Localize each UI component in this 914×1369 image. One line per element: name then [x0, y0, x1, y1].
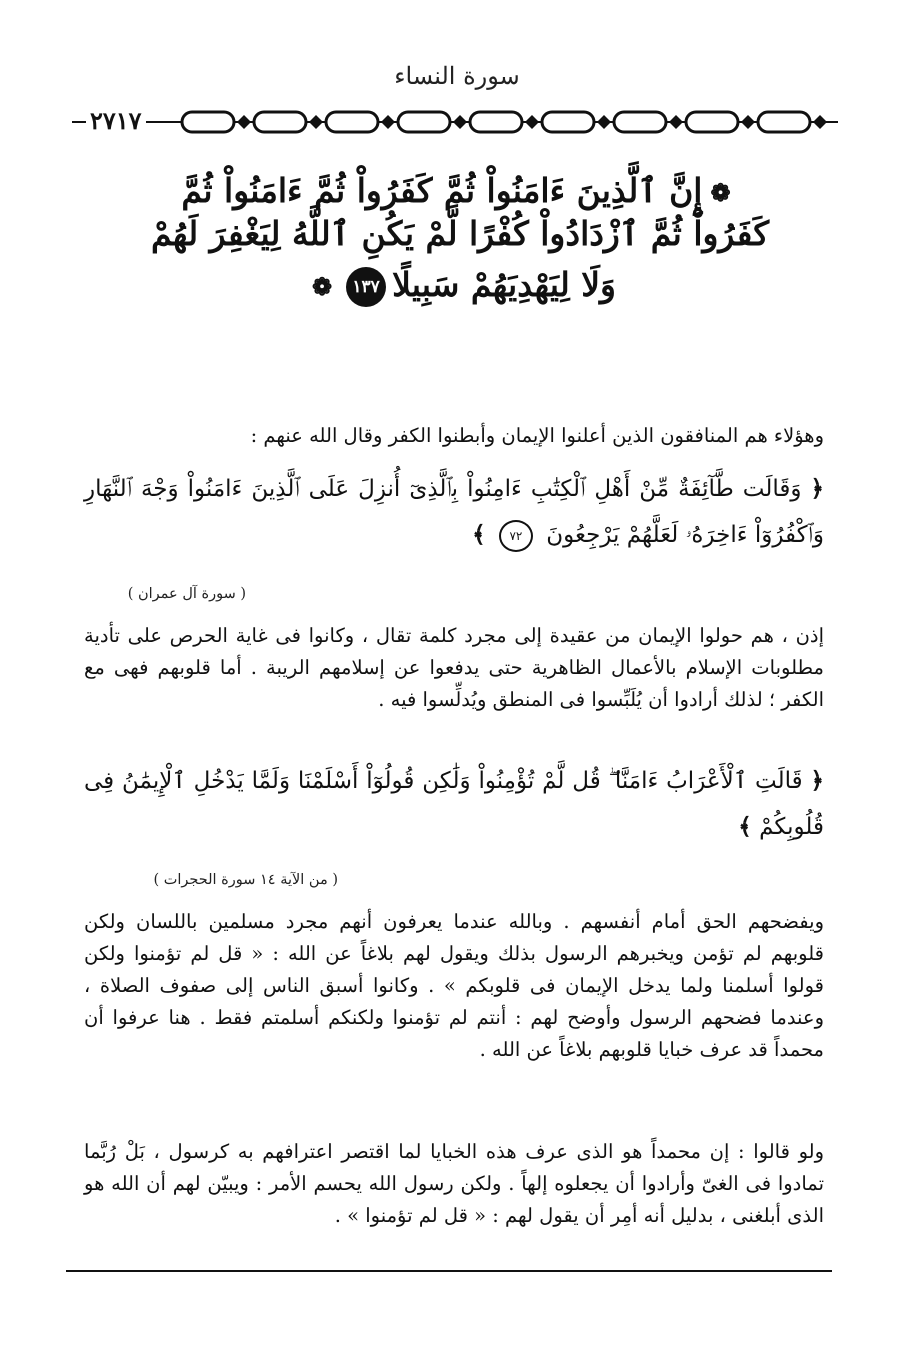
quote-1-verse-number: ٧٢ [499, 520, 533, 552]
verse-line-3 [60, 264, 860, 307]
verse-line-1-text: إِنَّ ٱلَّذِينَ ءَامَنُواْ ثُمَّ كَفَرُواْ ثُمَّ ءَامَنُواْ ثُمَّ [181, 171, 703, 210]
verse-line-3-text: وَلَا لِيَهْدِيَهُمْ سَبِيلًا [392, 264, 616, 304]
quote-2 [84, 758, 824, 850]
verse-number-badge: ١٣٧ [346, 267, 386, 307]
verse-line-1 [60, 170, 860, 213]
quote-1-reference: ( سورة آل عمران ) [127, 586, 246, 602]
ornament-border [72, 104, 838, 140]
quote-1-text: وَقَالَت طَّآئِفَةٌ مِّنْ أَهْلِ ٱلْكِتَٰبِ ءَامِنُواْ بِٱلَّذِىٓ أُنزِلَ عَلَى ٱلَّذِينَ ءَامَنُواْ وَجْهَ ٱلنَّهَارِ وَٱكْفُرُوٓاْ ءَاخِرَهُۥ لَعَلَّهُمْ يَرْجِعُونَ [84, 476, 824, 548]
paragraph-4: ولو قالوا : إن محمداً هو الذى عرف هذه الخبايا لما اقتصر اعترافهم به كرسول ، بَلْ رُبَّما تمادوا فى الغىّ وأرادوا أن يجعلوه إلهاً . ولكن رسول الله يحسم الأمر : ويبيّن لهم أن الله هو الذى أبلغنى ، بدليل أنه أمِر أن يقول لهم : « قل لم تؤمنوا » . [84, 1140, 824, 1227]
quote-2-reference: ( من الآية ١٤ سورة الحجرات ) [153, 872, 338, 888]
quote-2-text: قَالَتِ ٱلْأَعْرَابُ ءَامَنَّا ۖ قُل لَّمْ تُؤْمِنُواْ وَلَٰكِن قُولُوٓاْ أَسْلَمْنَا وَلَمَّا يَدْخُلِ ٱلْإِيمَٰنُ فِى قُلُوبِكُمْ [84, 768, 824, 840]
bottom-rule [66, 1270, 832, 1272]
opening-flourish-icon: ❁ [710, 178, 731, 208]
closing-flourish-icon: ❁ [311, 272, 333, 302]
paragraph-1: وهؤلاء هم المنافقون الذين أعلنوا الإيمان وأبطنوا الكفر وقال الله عنهم : [250, 424, 824, 447]
page-number: ٢٧١٧ [86, 106, 146, 135]
quote-1 [84, 466, 824, 558]
surah-title: سورة النساء [394, 62, 520, 90]
close-bracket-icon-2: ﴾ [738, 813, 752, 840]
quran-verse-block [60, 170, 860, 307]
open-bracket-icon: ﴿ [810, 475, 825, 502]
verse-line-2: كَفَرُواْ ثُمَّ ٱزْدَادُواْ كُفْرًا لَّمْ يَكُنِ ٱللَّهُ لِيَغْفِرَ لَهُمْ [150, 213, 770, 253]
paragraph-3: ويفضحهم الحق أمام أنفسهم . وبالله عندما يعرفون أنهم مجرد مسلمين باللسان ولكن قلوبهم لم تؤمن ويخبرهم الرسول بذلك ويقول لهم بلاغاً عن الله : « قل لم تؤمنوا ولكن قولوا أسلمنا ولما يدخل الإيمان فى قلوبكم » . وكانوا أسبق الناس إلى صفوف الصلاة ، وعندما فضحهم الرسول وأوضح لهم : أنتم لم تؤمنوا ولكنكم أسلمتم فقط . هنا عرفوا أن محمداً قد عرف خبايا قلوبهم بلاغاً عن الله . [84, 910, 824, 1061]
open-bracket-icon-2: ﴿ [810, 767, 824, 794]
paragraph-2: إذن ، هم حولوا الإيمان من عقيدة إلى مجرد كلمة تقال ، وكانوا فى غاية الحرص على تأدية مطلوبات الإسلام بالأعمال الظاهرية حتى يدفعوا عن إسلامهم الريبة . أما قلوبهم فهى مع الكفر ؛ لذلك أرادوا أن يُلَبِّسوا فى المنطق ويُدلِّسوا فيه . [84, 624, 824, 711]
close-bracket-icon: ﴾ [472, 521, 486, 548]
